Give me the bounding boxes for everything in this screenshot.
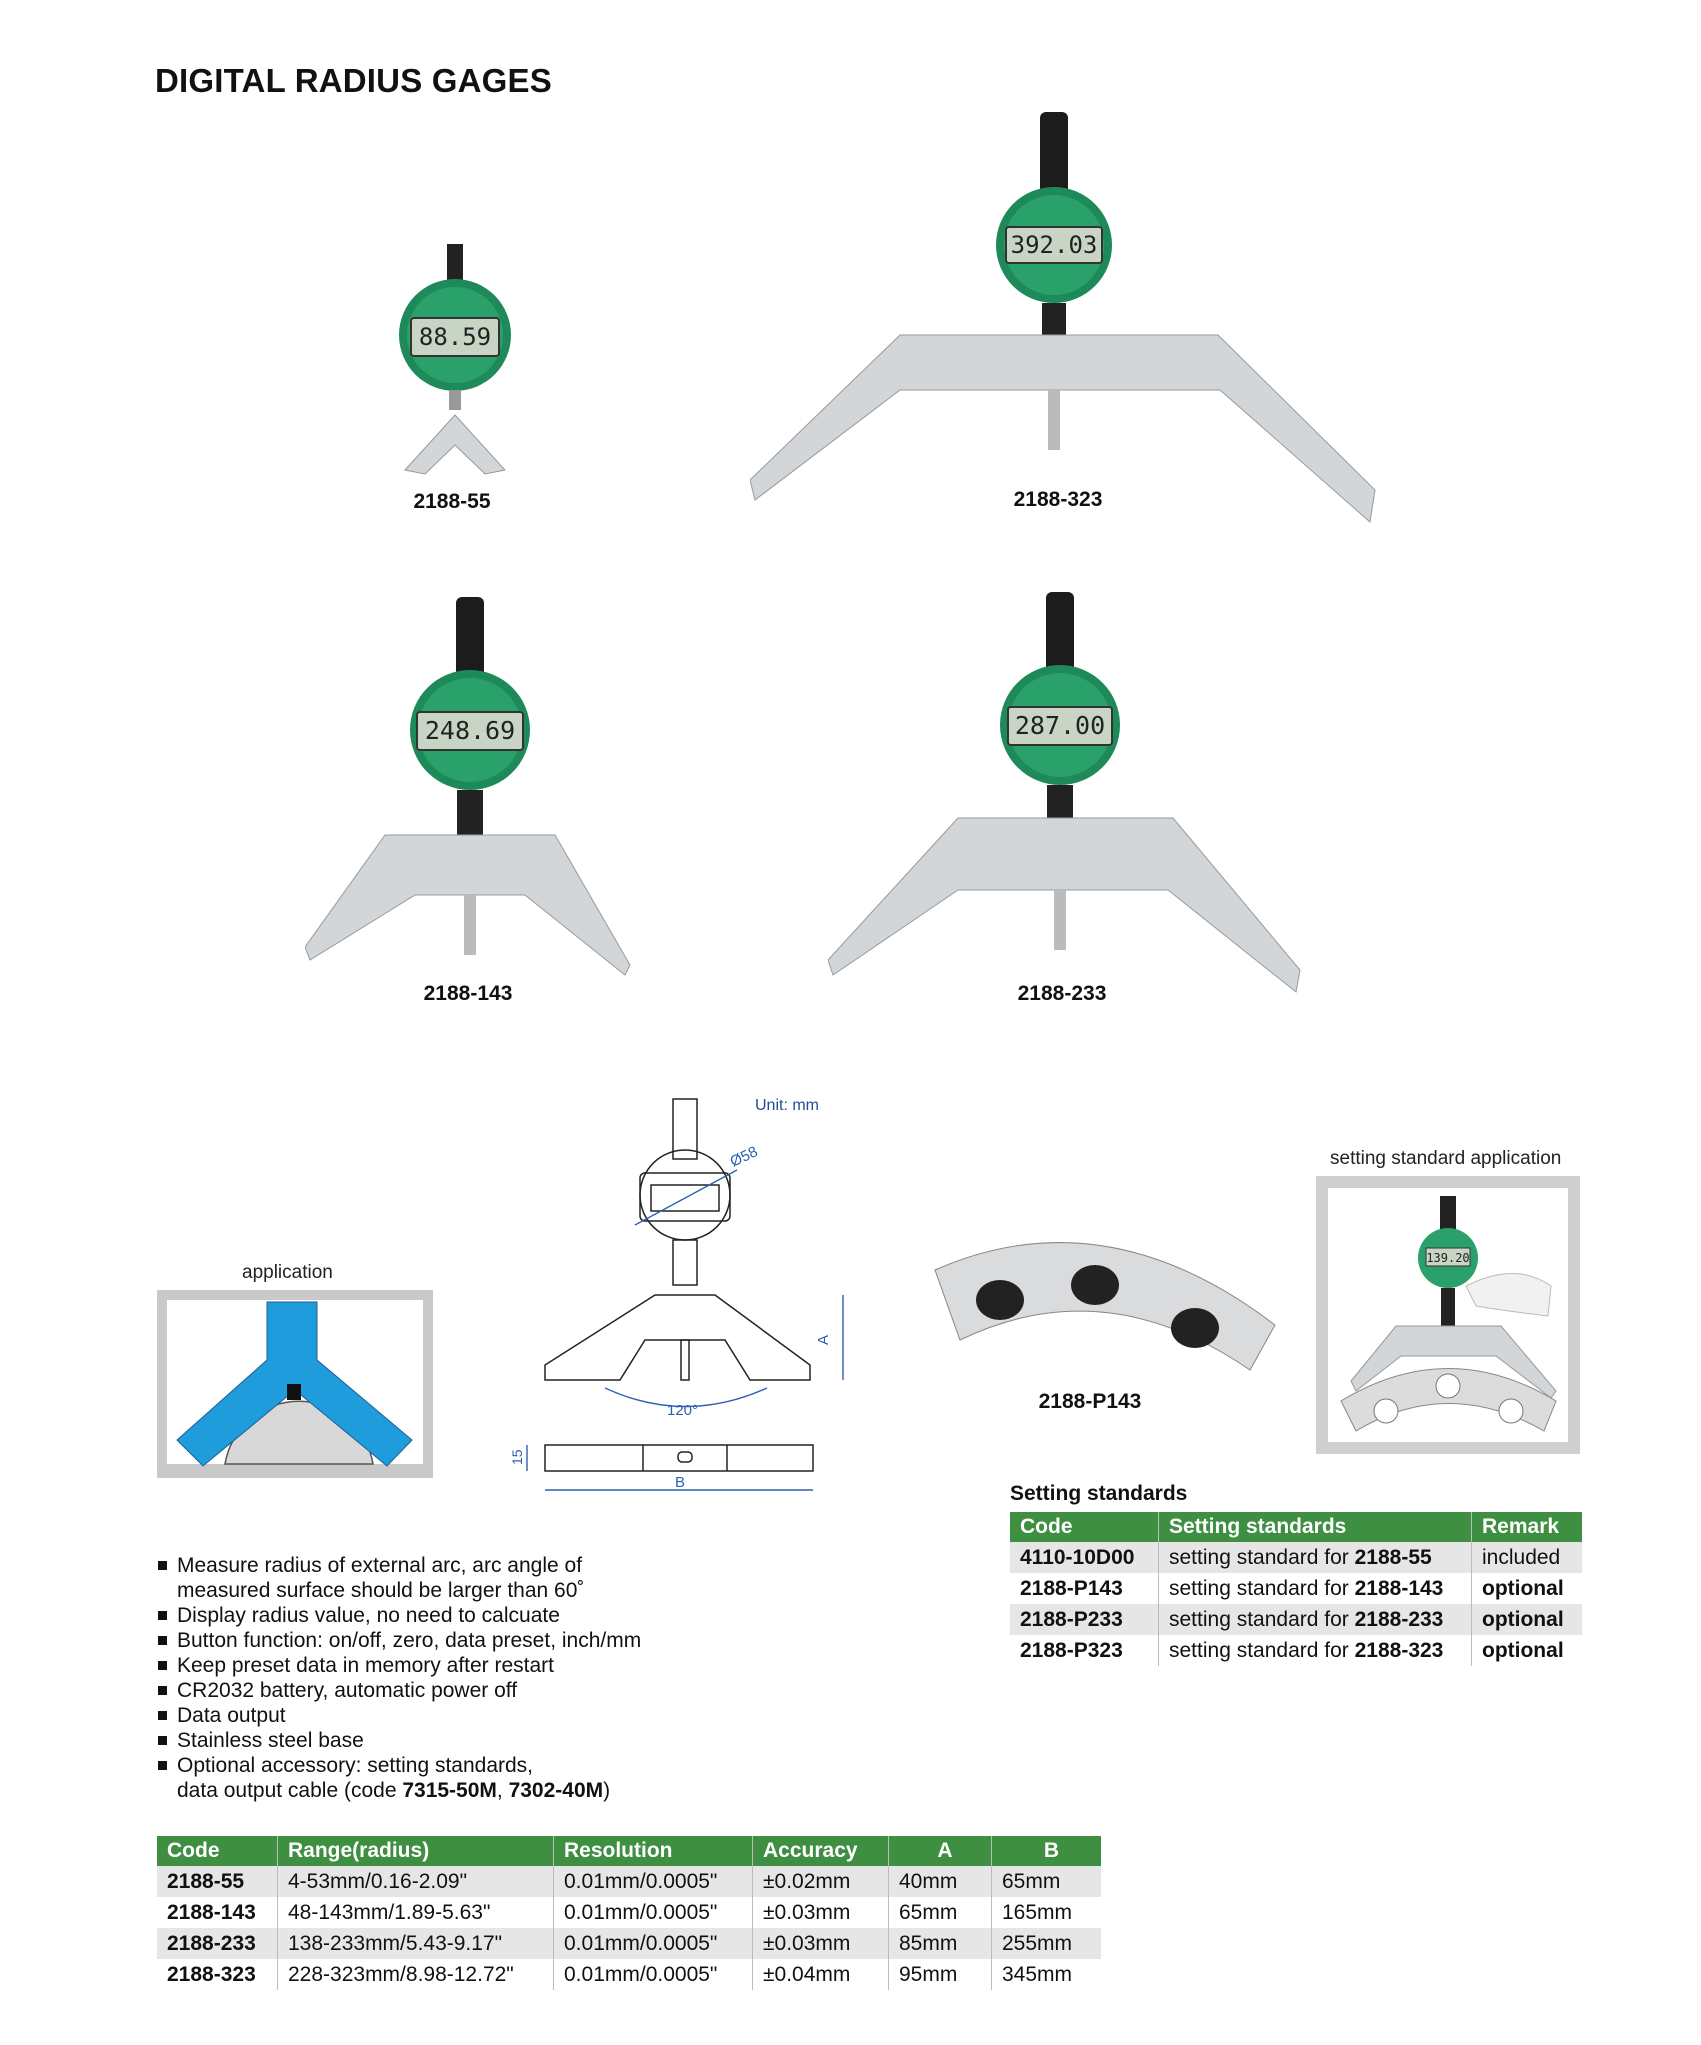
table-row xyxy=(1010,1573,1582,1604)
application-label: application xyxy=(242,1262,333,1283)
table-row xyxy=(1010,1604,1582,1635)
cell-resolution: 0.01mm/0.0005" xyxy=(554,1959,753,1990)
column-header: Range(radius) xyxy=(278,1836,554,1866)
cell-remark: included xyxy=(1472,1542,1583,1573)
cell-b: 65mm xyxy=(992,1866,1102,1897)
cell-description: setting standard for 2188-233 xyxy=(1159,1604,1472,1635)
feature-item: Data output xyxy=(155,1703,641,1728)
table-row xyxy=(1010,1635,1582,1666)
table-header-row xyxy=(1010,1512,1582,1542)
setting-application-photo xyxy=(1316,1176,1580,1459)
cell-code: 2188-P143 xyxy=(1020,1576,1123,1600)
cell-remark: optional xyxy=(1472,1573,1583,1604)
gauge-reading: 392.03 xyxy=(1010,231,1098,259)
column-header: A xyxy=(889,1836,992,1866)
setting-application-label: setting standard application xyxy=(1330,1148,1562,1169)
gauge-image-2188-143 xyxy=(305,595,635,985)
product-caption: 2188-233 xyxy=(1017,982,1107,1005)
cell-code: 4110-10D00 xyxy=(1010,1542,1159,1573)
gauge-image-2188-55 xyxy=(385,240,525,480)
angle-label: 120° xyxy=(667,1402,699,1419)
cell-b: 255mm xyxy=(992,1928,1102,1959)
cell-resolution: 0.01mm/0.0005" xyxy=(554,1866,753,1897)
table-header-row xyxy=(157,1836,1101,1866)
diameter-label: Ø58 xyxy=(727,1143,761,1171)
feature-item: Display radius value, no need to calcuate xyxy=(155,1603,641,1628)
cell-range: 4-53mm/0.16-2.09" xyxy=(278,1866,554,1897)
product-caption: 2188-143 xyxy=(423,982,513,1005)
cell-range: 48-143mm/1.89-5.63" xyxy=(278,1897,554,1928)
feature-item: Measure radius of external arc, arc angle of measured surface should be larger than 60˚ xyxy=(155,1553,637,1603)
table-row xyxy=(157,1866,1101,1897)
column-header: Code xyxy=(1010,1512,1159,1542)
cell-remark: optional xyxy=(1472,1635,1583,1666)
cell-resolution: 0.01mm/0.0005" xyxy=(554,1897,753,1928)
gauge-image-2188-233 xyxy=(828,590,1308,1000)
column-header: Accuracy xyxy=(753,1836,889,1866)
setting-app-reading: 139.20 xyxy=(1426,1251,1470,1265)
cell-a: 85mm xyxy=(889,1928,992,1959)
setting-standards-title: Setting standards xyxy=(1010,1482,1188,1505)
cell-b: 165mm xyxy=(992,1897,1102,1928)
product-caption: 2188-55 xyxy=(413,490,491,513)
dim-b-label: B xyxy=(675,1474,686,1491)
cell-a: 40mm xyxy=(889,1866,992,1897)
cell-code: 2188-P323 xyxy=(1020,1638,1123,1662)
technical-drawing xyxy=(505,1095,845,1515)
setting-standards-table xyxy=(1010,1512,1582,1666)
product-caption: 2188-323 xyxy=(1013,488,1103,511)
cell-code: 2188-P233 xyxy=(1010,1604,1159,1635)
feature-item: CR2032 battery, automatic power off xyxy=(155,1678,641,1703)
cell-range: 138-233mm/5.43-9.17" xyxy=(278,1928,554,1959)
gauge-reading: 88.59 xyxy=(418,323,492,351)
cell-code: 2188-233 xyxy=(157,1928,278,1959)
page-title: DIGITAL RADIUS GAGES xyxy=(155,62,552,99)
cell-a: 95mm xyxy=(889,1959,992,1990)
cell-code: 2188-55 xyxy=(157,1866,278,1897)
table-row xyxy=(157,1959,1101,1990)
gauge-reading: 287.00 xyxy=(1014,711,1106,740)
table-row xyxy=(1010,1542,1582,1573)
cell-remark: optional xyxy=(1472,1604,1583,1635)
table-row xyxy=(157,1897,1101,1928)
column-header: B xyxy=(992,1836,1102,1866)
cell-accuracy: ±0.03mm xyxy=(753,1928,889,1959)
cell-description: setting standard for 2188-143 xyxy=(1159,1573,1472,1604)
table-row xyxy=(157,1928,1101,1959)
unit-label: Unit: mm xyxy=(755,1097,819,1114)
feature-item: Optional accessory: setting standards, data output cable (code 7315-50M, 7302-40M) xyxy=(155,1753,641,1803)
cell-accuracy: ±0.02mm xyxy=(753,1866,889,1897)
feature-item: Button function: on/off, zero, data preset, inch/mm xyxy=(155,1628,641,1653)
cell-accuracy: ±0.04mm xyxy=(753,1959,889,1990)
accessory-caption: 2188-P143 xyxy=(1038,1390,1142,1413)
feature-item: Keep preset data in memory after restart xyxy=(155,1653,641,1678)
application-illustration xyxy=(157,1290,433,1483)
cell-code: 2188-323 xyxy=(167,1962,256,1986)
feature-list xyxy=(155,1553,641,1803)
cell-description: setting standard for 2188-55 xyxy=(1159,1542,1472,1573)
feature-item: Stainless steel base xyxy=(155,1728,641,1753)
cell-a: 65mm xyxy=(889,1897,992,1928)
cell-resolution: 0.01mm/0.0005" xyxy=(554,1928,753,1959)
specifications-table xyxy=(157,1836,1101,1990)
column-header: Resolution xyxy=(554,1836,753,1866)
cell-code: 2188-143 xyxy=(167,1900,256,1924)
cell-description: setting standard for 2188-323 xyxy=(1159,1635,1472,1666)
column-header: Code xyxy=(157,1836,278,1866)
cell-b: 345mm xyxy=(992,1959,1102,1990)
cell-accuracy: ±0.03mm xyxy=(753,1897,889,1928)
gauge-image-2188-323 xyxy=(750,110,1380,530)
column-header: Setting standards xyxy=(1159,1512,1472,1542)
dim-a-label: A xyxy=(815,1334,832,1345)
dim-15-label: 15 xyxy=(509,1449,525,1465)
setting-standard-image xyxy=(930,1230,1280,1395)
cell-range: 228-323mm/8.98-12.72" xyxy=(278,1959,554,1990)
column-header: Remark xyxy=(1472,1512,1583,1542)
gauge-reading: 248.69 xyxy=(424,716,516,745)
